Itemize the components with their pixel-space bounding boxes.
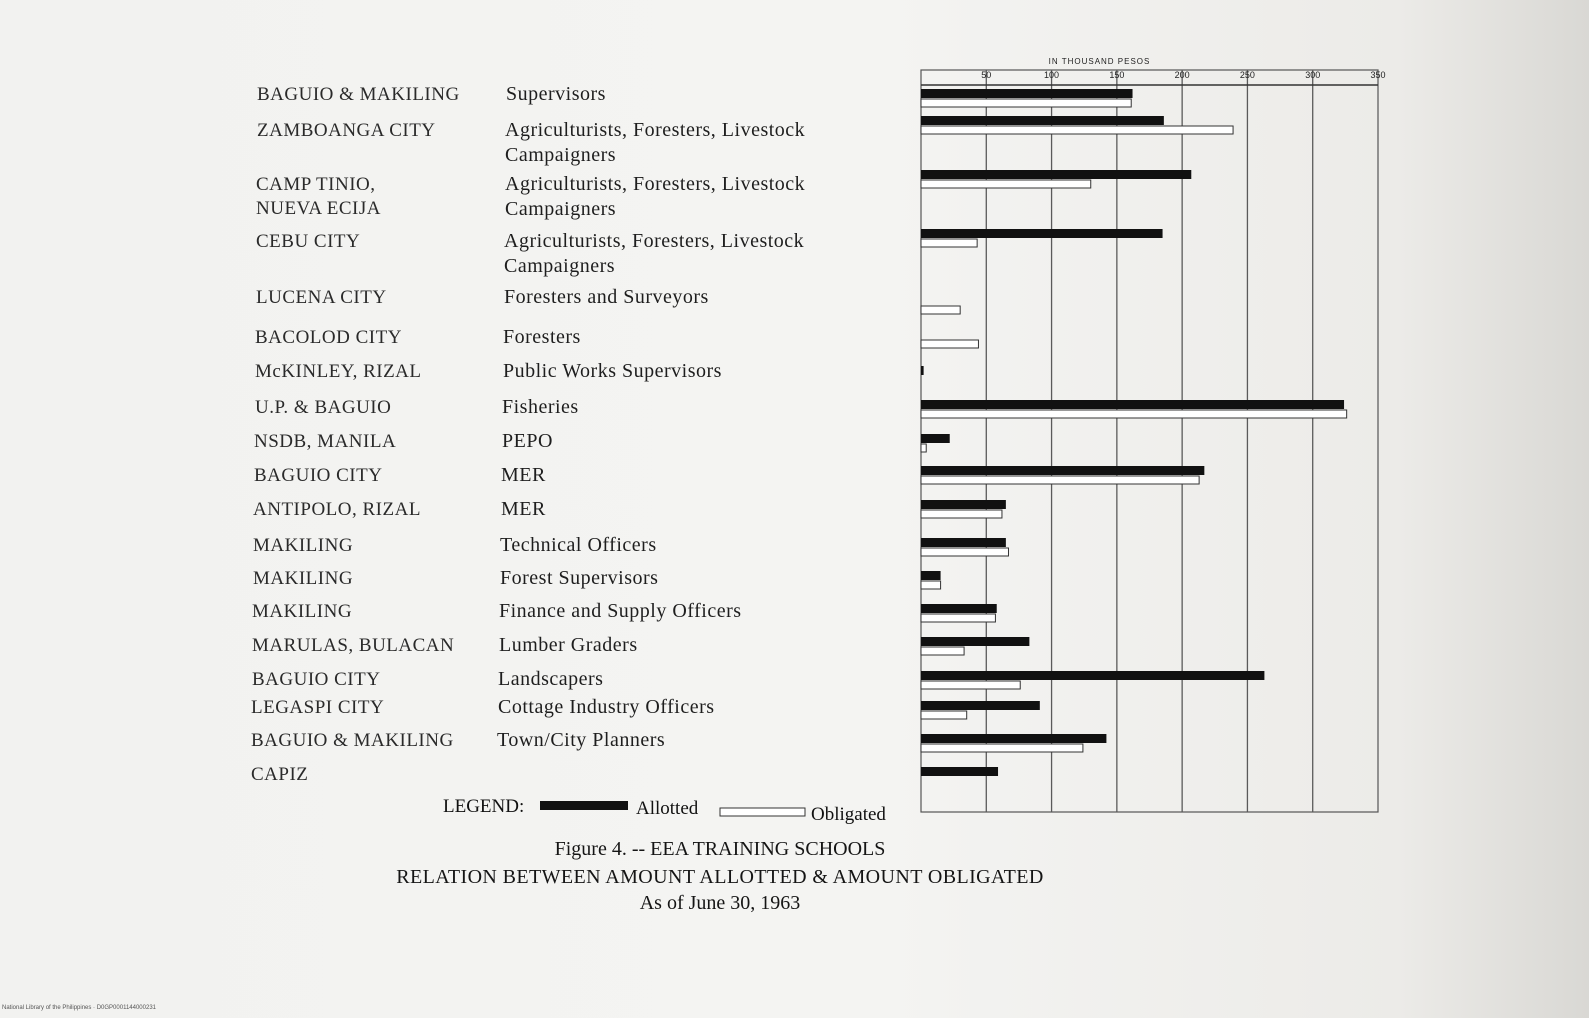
row-group-label (502, 430, 553, 452)
row-place-label (255, 397, 391, 418)
row-place-label (252, 669, 380, 690)
row-place-line: ZAMBOANGA CITY (257, 120, 436, 141)
row-group-line: Public Works Supervisors (503, 360, 722, 382)
bar-allotted (921, 116, 1164, 125)
row-group-label (501, 498, 546, 520)
figure-caption-subtitle: RELATION BETWEEN AMOUNT ALLOTTED & AMOUNT OBLIGATED (396, 866, 1044, 888)
row-group-line: MER (501, 498, 546, 520)
bar-obligated (921, 744, 1083, 752)
row-place-line: BAGUIO & MAKILING (257, 84, 460, 105)
legend-swatch-allotted (540, 801, 628, 810)
row-place-label (251, 730, 454, 751)
x-tick-label: 50 (981, 70, 992, 80)
row-place-label (256, 231, 360, 252)
bar-allotted (921, 170, 1191, 179)
bar-allotted (921, 604, 997, 613)
row-group-label (505, 173, 805, 220)
bar-obligated (921, 510, 1002, 518)
row-place-label (253, 568, 353, 589)
row-place-label (256, 287, 387, 308)
row-place-line: MAKILING (253, 535, 354, 556)
row-group-line: Agriculturists, Foresters, Livestock (504, 230, 805, 252)
bar-obligated (921, 647, 964, 655)
row-group-line: Supervisors (506, 83, 606, 105)
archive-footer: National Library of the Philippines · D0GP0001144000231 (2, 1005, 156, 1011)
row-place-label (251, 697, 384, 718)
bar-allotted (921, 466, 1204, 475)
bar-obligated (921, 239, 977, 247)
bar-allotted (921, 434, 950, 443)
row-place-line: LEGASPI CITY (251, 697, 385, 718)
bar-allotted (921, 671, 1264, 680)
bar-obligated (921, 340, 978, 348)
row-group-label (498, 668, 603, 690)
row-group-line: Foresters and Surveyors (504, 286, 709, 308)
row-place-label (253, 499, 421, 520)
row-group-label (502, 396, 579, 418)
row-group-label (506, 83, 606, 105)
row-place-label (252, 635, 454, 656)
row-place-line: NSDB, MANILA (254, 431, 397, 452)
bar-obligated (921, 410, 1347, 418)
row-group-line: Campaigners (505, 198, 617, 220)
row-group-label (504, 230, 804, 277)
x-axis-unit-label: IN THOUSAND PESOS (1048, 57, 1151, 66)
row-group-label (500, 534, 657, 556)
row-place-line: LUCENA CITY (256, 287, 387, 308)
bar-obligated (921, 581, 941, 589)
x-tick-label: 250 (1239, 70, 1255, 80)
row-group-line: MER (501, 464, 546, 486)
bar-allotted (921, 767, 998, 776)
row-place-label (256, 174, 381, 219)
row-group-line: Landscapers (498, 668, 604, 690)
row-group-label (498, 696, 715, 718)
row-place-line: McKINLEY, RIZAL (255, 361, 422, 382)
row-place-label (255, 327, 402, 348)
row-place-label (251, 764, 308, 785)
row-place-label (257, 84, 460, 105)
bar-allotted (921, 366, 924, 375)
row-group-label (500, 567, 658, 589)
row-place-line: NUEVA ECIJA (256, 198, 381, 219)
row-place-label (252, 601, 352, 622)
bar-obligated (921, 180, 1091, 188)
bar-obligated (921, 681, 1020, 689)
bar-allotted (921, 89, 1133, 98)
row-place-line: ANTIPOLO, RIZAL (253, 499, 421, 520)
bar-obligated (921, 444, 926, 452)
bar-allotted (921, 538, 1006, 547)
bar-allotted (921, 734, 1106, 743)
row-place-line: MAKILING (252, 601, 353, 622)
x-tick-label: 300 (1305, 70, 1321, 80)
row-place-line: U.P. & BAGUIO (255, 397, 392, 418)
figure-caption-title: Figure 4. -- EEA TRAINING SCHOOLS (554, 838, 886, 860)
row-group-label (503, 360, 722, 382)
row-place-line: BAGUIO CITY (252, 669, 381, 690)
row-group-line: Technical Officers (500, 534, 657, 556)
row-group-line: Campaigners (504, 255, 616, 277)
legend-swatch-obligated (720, 808, 805, 816)
row-place-label (257, 120, 436, 141)
x-tick-label: 200 (1174, 70, 1190, 80)
row-place-line: CEBU CITY (256, 231, 361, 252)
row-group-line: Fisheries (502, 396, 579, 418)
bar-allotted (921, 500, 1006, 509)
row-place-label (254, 465, 382, 486)
bar-allotted (921, 571, 941, 580)
row-group-label (504, 286, 709, 308)
bar-obligated (921, 126, 1233, 134)
row-group-line: Lumber Graders (499, 634, 638, 656)
bar-allotted (921, 701, 1040, 710)
legend-label-allotted: Allotted (636, 798, 699, 819)
legend-prefix: LEGEND: (443, 796, 525, 817)
row-group-line: Agriculturists, Foresters, Livestock (505, 173, 806, 195)
row-place-line: MAKILING (253, 568, 354, 589)
row-group-line: Town/City Planners (497, 729, 666, 751)
row-group-label (499, 634, 638, 656)
row-place-label (255, 361, 422, 382)
row-group-label (499, 600, 742, 622)
row-group-line: PEPO (502, 430, 553, 452)
row-group-line: Finance and Supply Officers (499, 600, 742, 622)
bar-obligated (921, 306, 960, 314)
figure-caption-date: As of June 30, 1963 (639, 892, 801, 914)
row-place-line: CAPIZ (251, 764, 309, 785)
row-place-line: CAMP TINIO, (256, 174, 376, 195)
row-place-label (253, 535, 353, 556)
bar-obligated (921, 548, 1008, 556)
row-group-label (501, 464, 546, 486)
row-place-line: BAGUIO & MAKILING (251, 730, 454, 751)
row-group-label (505, 119, 805, 166)
bar-allotted (921, 400, 1344, 409)
x-tick-label: 100 (1044, 70, 1060, 80)
row-group-line: Foresters (503, 326, 581, 348)
bar-allotted (921, 229, 1163, 238)
row-place-line: MARULAS, BULACAN (252, 635, 455, 656)
row-group-line: Campaigners (505, 144, 617, 166)
row-group-label (503, 326, 581, 348)
row-group-line: Agriculturists, Foresters, Livestock (505, 119, 806, 141)
row-group-line: Cottage Industry Officers (498, 696, 715, 718)
row-place-line: BAGUIO CITY (254, 465, 383, 486)
x-tick-label: 150 (1109, 70, 1125, 80)
row-group-label (497, 729, 665, 751)
row-place-line: BACOLOD CITY (255, 327, 402, 348)
legend-label-obligated: Obligated (811, 804, 886, 825)
row-place-label (254, 431, 396, 452)
bar-obligated (921, 476, 1199, 484)
bar-obligated (921, 99, 1131, 107)
row-group-line: Forest Supervisors (500, 567, 659, 589)
bar-obligated (921, 711, 967, 719)
bar-obligated (921, 614, 995, 622)
x-tick-label: 350 (1370, 70, 1386, 80)
bar-allotted (921, 637, 1029, 646)
